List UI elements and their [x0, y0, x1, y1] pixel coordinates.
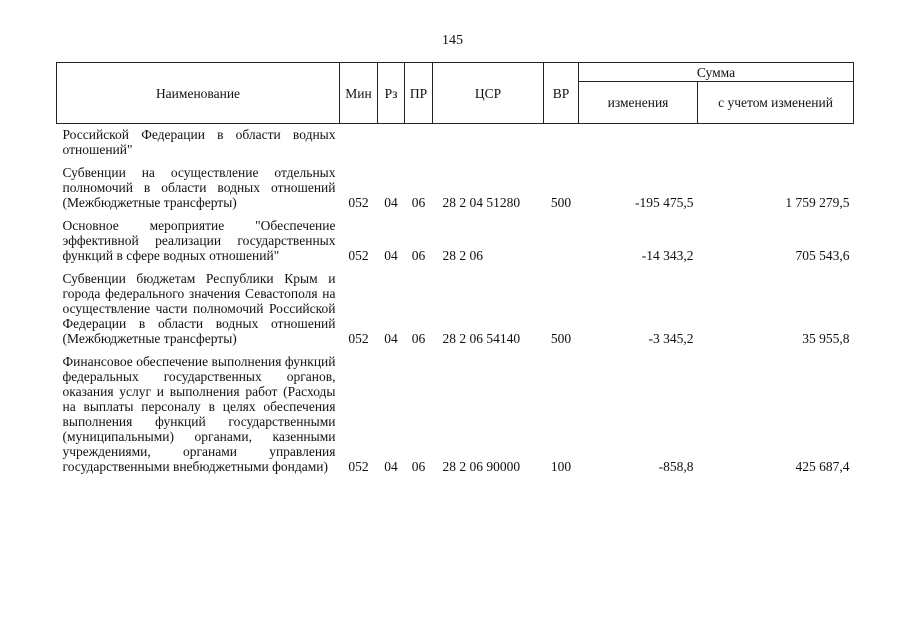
- row-change: [579, 124, 698, 158]
- table-row: [57, 124, 854, 158]
- row-total: 425 687,4: [795, 459, 850, 474]
- table-row: [57, 157, 854, 210]
- row-csr: [433, 124, 544, 158]
- row-csr: 28 2 04 51280: [442, 195, 521, 210]
- header-sum: Сумма: [579, 63, 854, 82]
- row-vr: 500: [550, 331, 572, 346]
- row-change: -14 343,2: [641, 248, 694, 263]
- row-pr: [405, 124, 433, 158]
- row-csr: 28 2 06 90000: [442, 459, 521, 474]
- row-csr: 28 2 06: [442, 248, 483, 263]
- row-vr: 500: [550, 195, 572, 210]
- row-name: Субвенции бюджетам Республики Крым и города федерального значения Севастополя на осуществление части полномочий Российской Федерации в области водных отношений (Межбюджетные трансферты): [62, 271, 336, 346]
- row-rz: 04: [384, 459, 398, 474]
- row-vr: [544, 124, 579, 158]
- header-pr: ПР: [405, 63, 433, 124]
- row-pr: 06: [411, 331, 426, 346]
- row-pr: 06: [411, 459, 426, 474]
- row-csr: 28 2 06 54140: [442, 331, 521, 346]
- table-row: [57, 346, 854, 474]
- row-rz: 04: [384, 331, 398, 346]
- row-name: Российской Федерации в области водных отношений": [62, 127, 336, 157]
- row-total: 35 955,8: [802, 331, 850, 346]
- row-pr: 06: [411, 195, 426, 210]
- header-with-change: с учетом изменений: [698, 82, 854, 124]
- header-change: изменения: [579, 82, 698, 124]
- row-rz: [378, 124, 405, 158]
- row-rz: 04: [384, 248, 398, 263]
- row-min: [340, 124, 378, 158]
- row-vr: [544, 210, 579, 263]
- header-csr: ЦСР: [433, 63, 544, 124]
- row-change: -195 475,5: [635, 195, 694, 210]
- row-total: 705 543,6: [795, 248, 850, 263]
- header-min: Мин: [340, 63, 378, 124]
- row-name: Финансовое обеспечение выполнения функций федеральных государственных органов, оказания услуг и выполнения работ (Расходы на выплаты персоналу в целях обеспечения выполнения функций государственными (муниципальными) органами, казенными учреждениями, органами управления государственными внебюджетными фондами): [62, 354, 336, 474]
- row-pr: 06: [411, 248, 426, 263]
- header-name: Наименование: [57, 63, 340, 124]
- row-rz: 04: [384, 195, 398, 210]
- row-change: -858,8: [658, 459, 694, 474]
- row-min: 052: [348, 459, 369, 474]
- row-min: 052: [348, 331, 369, 346]
- row-name: Основное мероприятие "Обеспечение эффективной реализации государственных функций в сфере водных отношений": [62, 218, 336, 263]
- row-min: 052: [348, 248, 369, 263]
- row-min: 052: [348, 195, 369, 210]
- row-total: [698, 124, 854, 158]
- table-header: [57, 63, 854, 124]
- table-row: [57, 210, 854, 263]
- row-name: Субвенции на осуществление отдельных полномочий в области водных отношений (Межбюджетные трансферты): [62, 165, 336, 210]
- budget-table: [56, 62, 854, 474]
- row-total: 1 759 279,5: [785, 195, 850, 210]
- table-row: [57, 263, 854, 346]
- header-vr: ВР: [544, 63, 579, 124]
- page-number: 145: [442, 33, 463, 48]
- header-rz: Рз: [378, 63, 405, 124]
- row-vr: 100: [550, 459, 572, 474]
- row-change: -3 345,2: [648, 331, 694, 346]
